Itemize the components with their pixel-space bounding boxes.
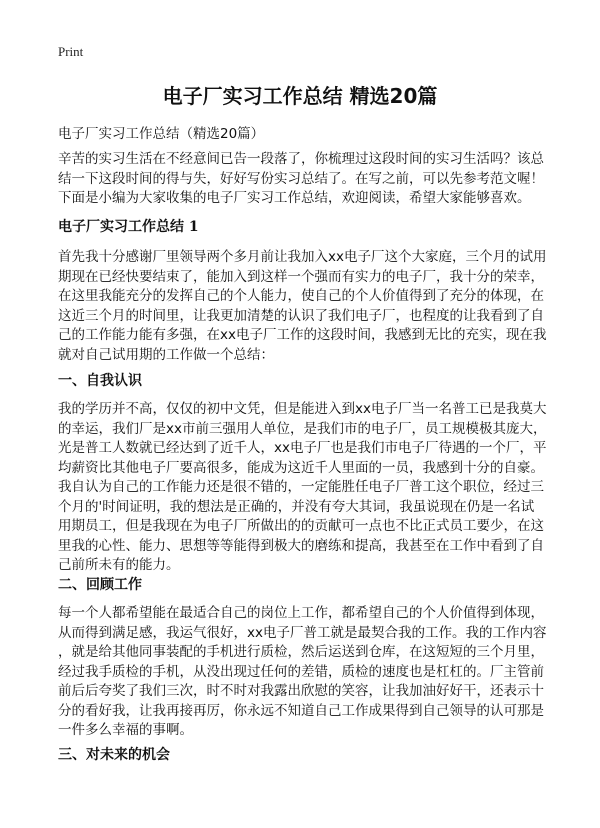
paragraph-line: 里我的心性、能力、思想等等能得到极大的磨练和提高，我甚至在工作中看到了自 bbox=[58, 537, 544, 554]
paragraph-line: 己前所未有的能力。 bbox=[58, 557, 180, 573]
paragraph-line: 我自认为自己的工作能力还是很不错的，一定能胜任电子厂普工这个职位，经过三 bbox=[58, 479, 544, 495]
paragraph-line: ，就是给其他同事装配的手机进行质检，然后运送到仓库，在这短短的三个月里， bbox=[58, 644, 544, 660]
paragraph-line: 我的学历并不高，仅仅的初中文凭，但是能进入到xx电子厂当一名普工已是我莫大 bbox=[58, 401, 547, 417]
paragraph-line: 这近三个月的时间里，让我更加清楚的认识了我们电子厂，也程度的让我看到了自 bbox=[58, 307, 544, 324]
paragraph-line: 辛苦的实习生活在不经意间已告一段落了，你梳理过这段时间的实习生活吗？该总 bbox=[58, 151, 544, 167]
paragraph-line: 用期员工，但是我现在为电子厂所做出的的贡献可一点也不比正式员工要少，在这 bbox=[58, 518, 544, 534]
intro-paragraph bbox=[58, 150, 546, 209]
paragraph-line: 的幸运，我们厂是xx市前三强用人单位，是我们市的电子厂，员工规模极其庞大， bbox=[58, 420, 547, 437]
body-paragraph-3 bbox=[58, 604, 546, 741]
paragraph-line: 结一下这段时间的得与失，好好写份实习总结了。在写之前，可以先参考范文喔！ bbox=[58, 170, 544, 187]
paragraph-line: 经过我手质检的手机，从没出现过任何的差错，质检的速度也是杠杠的。厂主管前 bbox=[58, 663, 544, 680]
print-label[interactable]: Print bbox=[58, 44, 84, 59]
paragraph-line: 在这里我能充分的发挥自己的个人能力，使自己的个人价值得到了充分的体现，在 bbox=[58, 288, 544, 304]
page-title: 电子厂实习工作总结 精选20篇 bbox=[162, 84, 438, 108]
paragraph-line: 期现在已经快要结束了，能加入到这样一个强而有实力的电子厂，我十分的荣幸， bbox=[58, 268, 544, 285]
paragraph-line: 从而得到满足感，我运气很好，xx电子厂普工就是最契合我的工作。我的工作内容 bbox=[58, 624, 547, 641]
subsection-heading: 一、自我认识 bbox=[58, 373, 142, 389]
paragraph-line: 下面是小编为大家收集的电子厂实习工作总结，欢迎阅读，希望大家能够喜欢。 bbox=[58, 190, 531, 206]
paragraph-line: 就对自己试用期的工作做一个总结： bbox=[58, 346, 274, 363]
paragraph-line: 光是普工人数就已经达到了近千人，xx电子厂也是我们市电子厂待遇的一个厂，平 bbox=[58, 440, 547, 456]
paragraph-line: 首先我十分感谢厂里领导两个多月前让我加入xx电子厂这个大家庭，三个月的试用 bbox=[58, 249, 547, 265]
paragraph-line: 己的工作能力能有多强，在xx电子厂工作的这段时间，我感到无比的充实，现在我 bbox=[58, 327, 547, 343]
body-paragraph-1 bbox=[58, 248, 546, 365]
section-heading: 电子厂实习工作总结 1 bbox=[58, 219, 199, 235]
paragraph-line: 分的看好我，让我再接再厉，你永远不知道自己工作成果得到自己领导的认可那是 bbox=[58, 702, 544, 719]
paragraph-line: 均薪资比其他电子厂要高很多，能成为这近千人里面的一员，我感到十分的自豪。 bbox=[58, 459, 544, 476]
subsection-heading: 二、回顾工作 bbox=[58, 577, 142, 593]
subsection-heading: 三、对未来的机会 bbox=[58, 747, 170, 763]
paragraph-line: 一件多么幸福的事啊。 bbox=[58, 722, 193, 738]
document-subtitle: 电子厂实习工作总结（精选20篇） bbox=[58, 126, 265, 142]
body-paragraph-2 bbox=[58, 400, 546, 576]
paragraph-line: 个月的'时间证明，我的想法是正确的，并没有夸大其词，我虽说现在仍是一名试 bbox=[58, 498, 535, 515]
paragraph-line: 每一个人都希望能在最适合自己的岗位上工作，都希望自己的个人价值得到体现， bbox=[58, 605, 544, 621]
paragraph-line: 前后后夸奖了我们三次，时不时对我露出欣慰的笑容，让我加油好好干，还表示十 bbox=[58, 683, 544, 699]
